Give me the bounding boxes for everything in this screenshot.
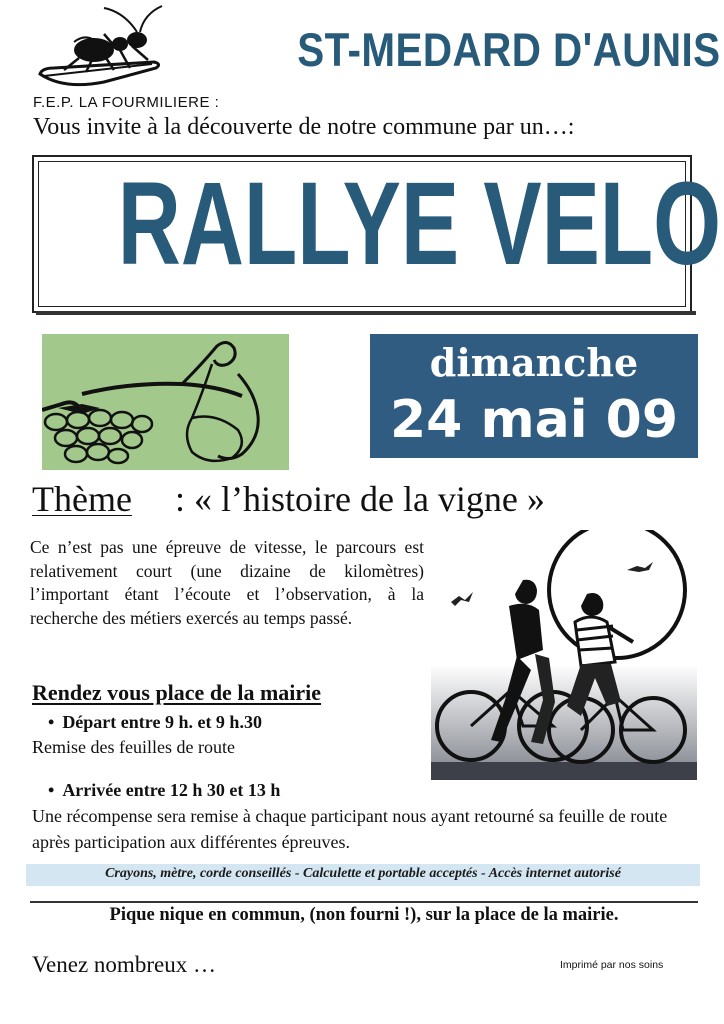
arrival-line (48, 780, 280, 801)
meeting-heading: Rendez vous place de la mairie (32, 680, 322, 705)
bullet: • (48, 712, 55, 732)
route-sheets-line: Remise des feuilles de route (32, 737, 235, 757)
closing-line: Venez nombreux … (32, 952, 216, 977)
bullet: • (48, 780, 55, 800)
title-frame-shadow (36, 311, 696, 315)
organization-name: F.E.P. LA FOURMILIERE : (33, 94, 220, 111)
town-title: ST-MEDARD D'AUNIS (297, 23, 721, 76)
theme-value: : « l’histoire de la vigne » (175, 479, 545, 519)
printed-by: Imprimé par nos soins (560, 959, 664, 971)
vine-panel (42, 334, 289, 470)
event-description: Ce n’est pas une épreuve de vitesse, le parcours est relativement court (une dizaine de kilomètres) l’important étant l’écoute et l’observation, à la recherche des métiers exercés au temps passé. (30, 537, 424, 628)
grape-vine-illustration (42, 334, 289, 470)
arrival-time: Arrivée entre 12 h 30 et 13 h (62, 780, 281, 800)
departure-line (48, 712, 262, 733)
divider (30, 901, 698, 903)
invitation-line: Vous invite à la découverte de notre commune par un…: (33, 114, 575, 140)
advice-text: Crayons, mètre, corde conseillés - Calculette et portable acceptés - Accès internet autorisé (105, 866, 621, 881)
reward-text: Une récompense sera remise à chaque participant nous ayant retourné sa feuille de route après participation aux différentes épreuves. (32, 806, 668, 852)
theme-label: Thème (32, 479, 132, 519)
event-title: RALLYE VELO (117, 158, 722, 290)
event-date: 24 mai 09 (389, 390, 679, 450)
departure-time: Départ entre 9 h. et 9 h.30 (62, 712, 262, 732)
picnic-notice: Pique nique en commun, (non fourni !), sur la place de la mairie. (109, 905, 619, 925)
cyclists-illustration (431, 530, 697, 780)
ant-logo-icon (34, 4, 166, 92)
event-day: dimanche (429, 340, 639, 385)
